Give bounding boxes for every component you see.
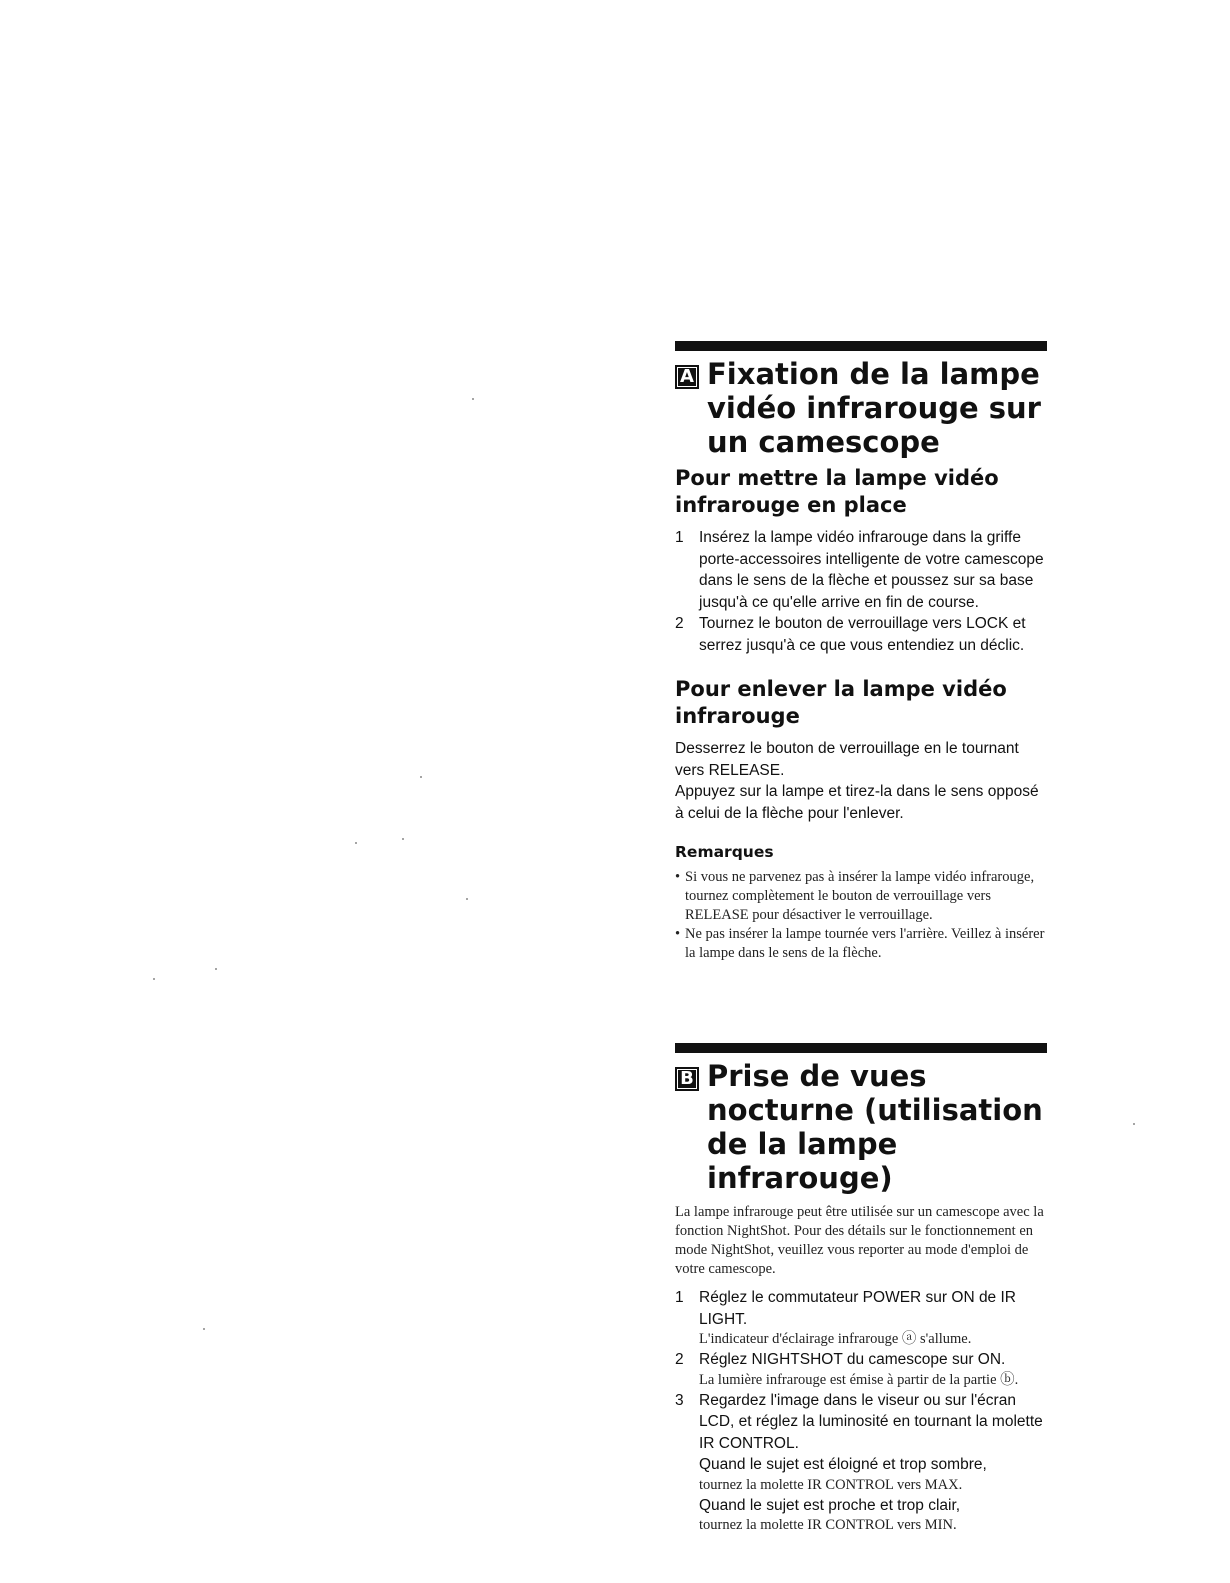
list-item — [675, 527, 1047, 613]
section-b-header — [675, 1059, 1047, 1195]
section-rule — [675, 341, 1047, 351]
section-a-title: Fixation de la lampe vidéo infrarouge sur un camescope — [707, 357, 1041, 459]
step-number: 2 — [675, 615, 684, 632]
section-b-title: Prise de vues nocturne (utilisation de la lampe infrarouge) — [707, 1059, 1043, 1195]
note-text: Si vous ne parvenez pas à insérer la lampe vidéo infrarouge, tournez complètement le bouton de verrouillage vers RELEASE pour désactiver le verrouillage. — [685, 869, 1035, 923]
scan-speck — [153, 978, 155, 980]
scan-speck — [215, 968, 217, 970]
step-text: Réglez le commutateur POWER sur ON de IR LIGHT. — [699, 1289, 1016, 1328]
section-a — [675, 341, 1047, 963]
list-item — [675, 1287, 1047, 1349]
ir-control-conditions — [675, 1454, 1047, 1535]
step-detail: L'indicateur d'éclairage infrarouge ⓐ s'allume. — [699, 1331, 972, 1347]
section-rule — [675, 1043, 1047, 1053]
list-item — [675, 925, 1047, 963]
remove-line: Appuyez sur la lampe et tirez-la dans le sens opposé à celui de la flèche pour l'enlever. — [675, 783, 1039, 822]
step-text: Insérez la lampe vidéo infrarouge dans la griffe porte-accessoires intelligente de votre camescope dans le sens de la flèche et poussez sur sa base jusqu'à ce qu'elle arrive en fin de course. — [699, 529, 1044, 611]
notes-heading: Remarques — [675, 843, 774, 861]
step-detail: La lumière infrarouge est émise à partir de la partie ⓑ. — [699, 1371, 1019, 1388]
condition-action: tournez la molette IR CONTROL vers MIN. — [699, 1517, 957, 1533]
section-a-header — [675, 357, 1047, 459]
step-number: 3 — [675, 1391, 684, 1409]
section-b — [675, 1043, 1047, 1535]
scan-speck — [355, 842, 357, 844]
list-item — [675, 868, 1047, 925]
step-number: 1 — [675, 1289, 684, 1306]
scan-speck — [203, 1328, 205, 1330]
step-number: 1 — [675, 529, 684, 546]
bullet: • — [675, 869, 681, 885]
scan-speck — [420, 776, 422, 778]
notes-list — [675, 868, 1047, 963]
remove-heading: Pour enlever la lampe vidéo infrarouge — [675, 677, 1007, 728]
step-text: Regardez l'image dans le viseur ou sur l'écran LCD, et réglez la luminosité en tournant la molette IR CONTROL. — [699, 1391, 1043, 1452]
condition-action: tournez la molette IR CONTROL vers MAX. — [699, 1476, 963, 1493]
condition-label: Quand le sujet est proche et trop clair, — [699, 1496, 961, 1514]
nightshot-steps — [675, 1287, 1047, 1454]
step-text: Réglez NIGHTSHOT du camescope sur ON. — [699, 1351, 1006, 1368]
section-b-intro: La lampe infrarouge peut être utilisée sur un camescope avec la fonction NightShot. Pour des détails sur le fonctionnement en mode NightShot, veuillez vous reporter au mode d'emploi de votre camescope. — [675, 1204, 1044, 1277]
install-steps — [675, 527, 1047, 656]
scan-speck — [466, 898, 468, 900]
remove-line: Desserrez le bouton de verrouillage en le tournant vers RELEASE. — [675, 740, 1019, 779]
remove-instructions — [675, 738, 1047, 824]
list-item — [675, 1390, 1047, 1455]
bullet: • — [675, 926, 681, 942]
scan-speck — [402, 838, 404, 840]
section-a-badge: A — [675, 365, 699, 389]
section-b-badge: B — [675, 1067, 699, 1091]
note-text: Ne pas insérer la lampe tournée vers l'arrière. Veillez à insérer la lampe dans le sens de la flèche. — [685, 926, 1045, 961]
install-heading: Pour mettre la lampe vidéo infrarouge en place — [675, 466, 999, 517]
list-item — [675, 613, 1047, 656]
step-number: 2 — [675, 1351, 684, 1368]
step-text: Tournez le bouton de verrouillage vers LOCK et serrez jusqu'à ce que vous entendiez un déclic. — [699, 615, 1026, 654]
scan-speck — [472, 398, 474, 400]
scan-speck — [1133, 1123, 1135, 1125]
condition-label: Quand le sujet est éloigné et trop sombre, — [699, 1456, 987, 1473]
list-item — [675, 1349, 1047, 1390]
